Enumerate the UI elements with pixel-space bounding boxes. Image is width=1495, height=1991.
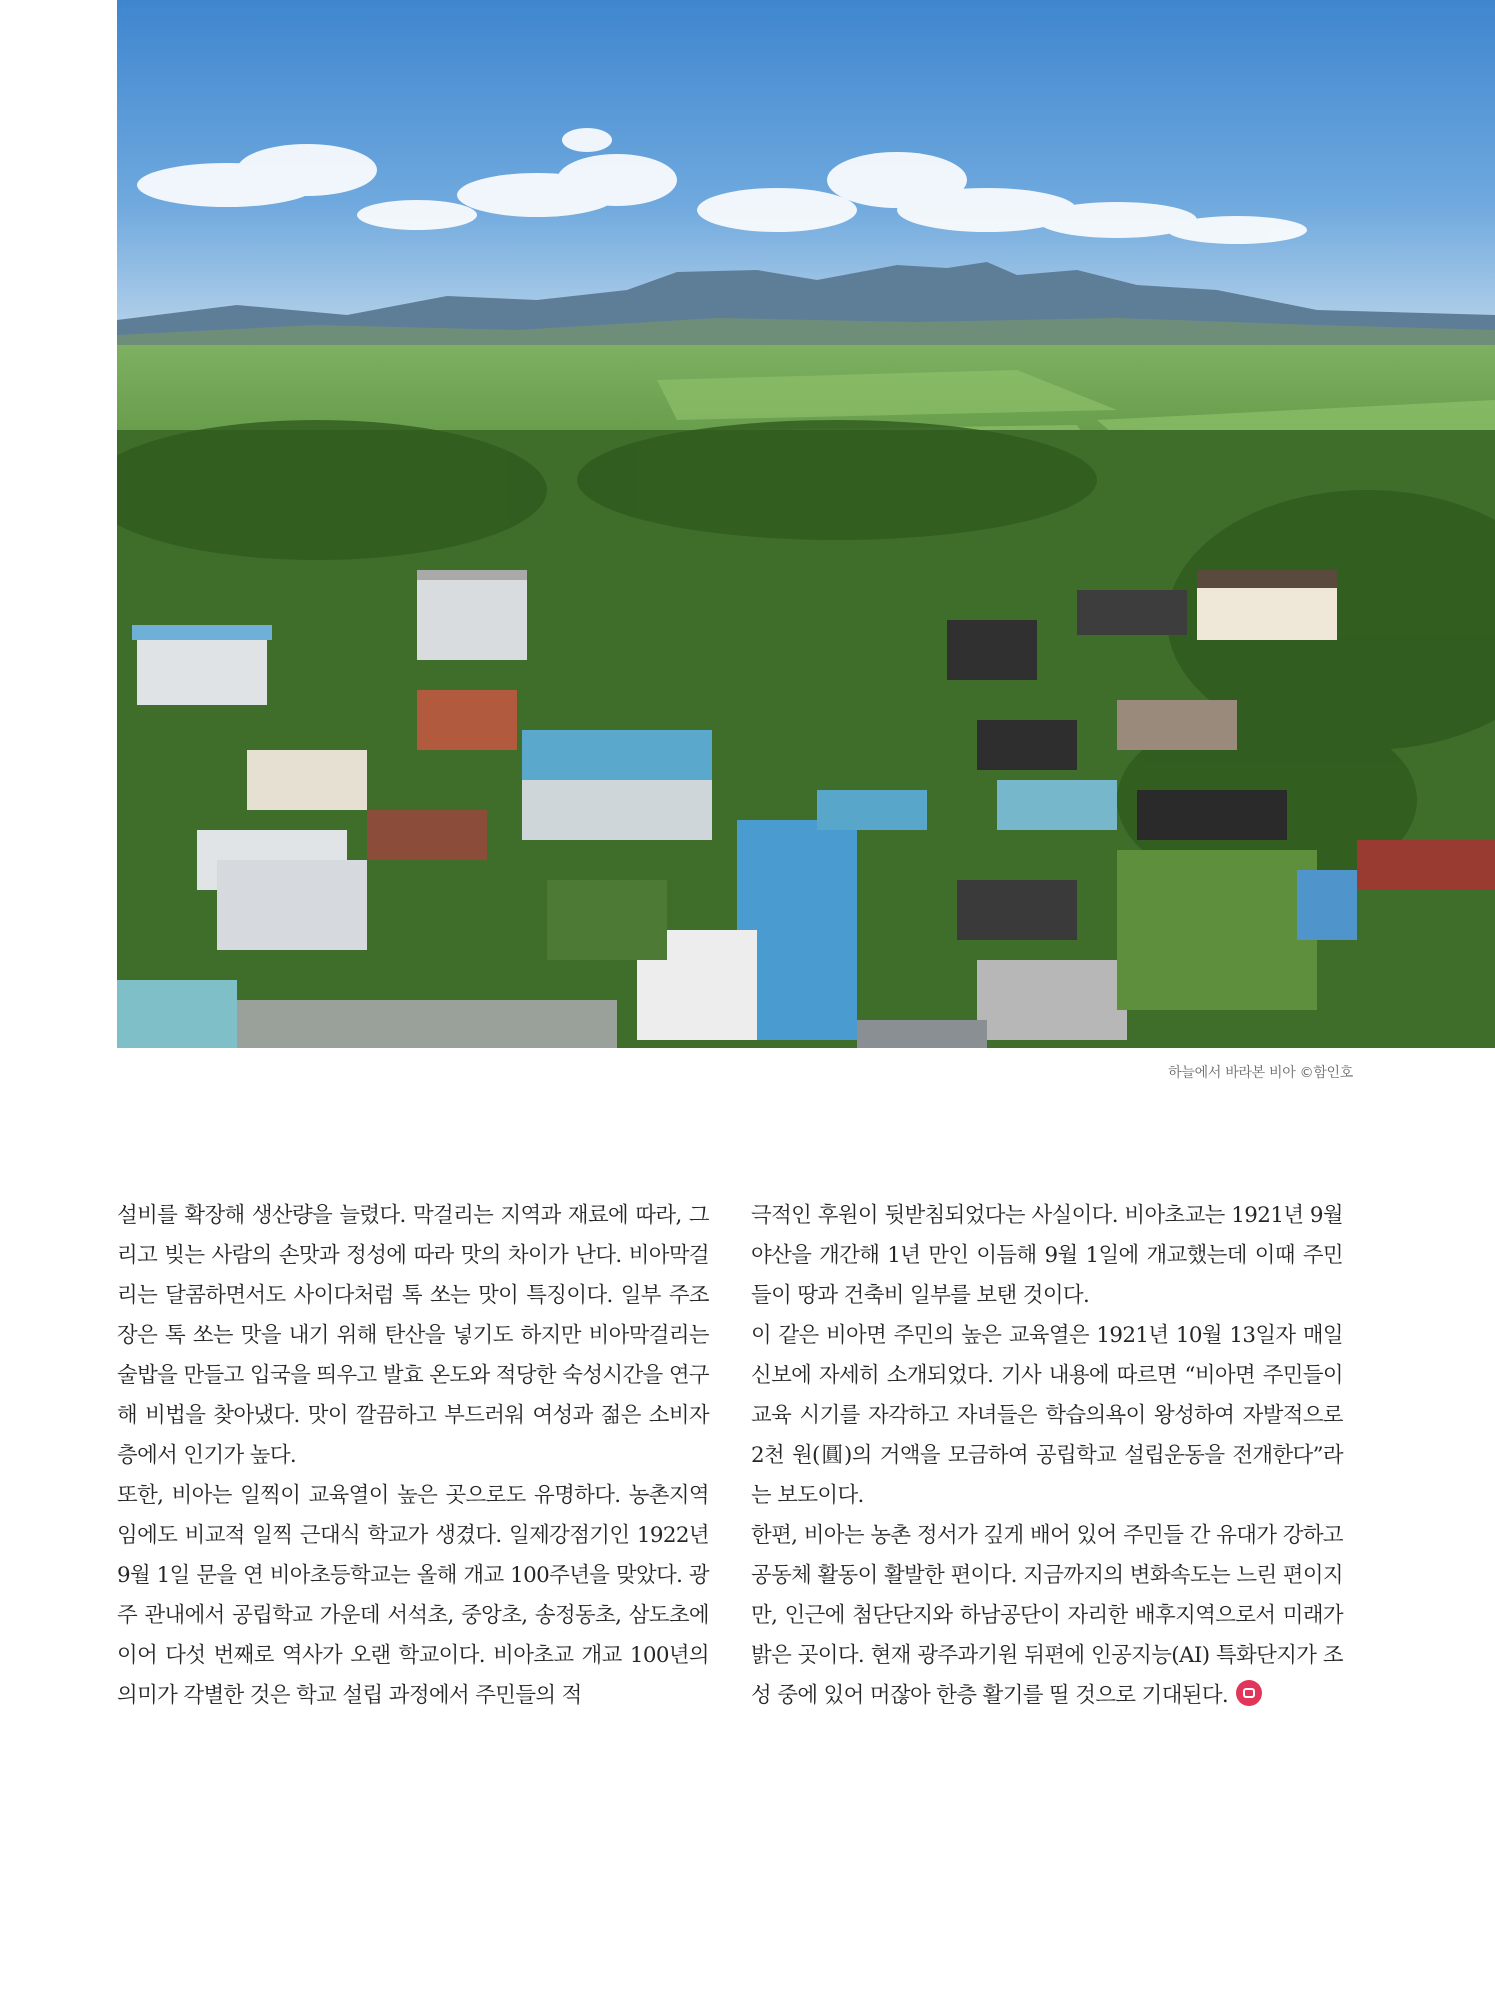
- article-right-column: [751, 1196, 1343, 1716]
- paragraph-text: 한편, 비아는 농촌 정서가 깊게 배어 있어 주민들 간 유대가 강하고 공동체 활동이 활발한 편이다. 지금까지의 변화속도는 느린 편이지만, 인근에 첨단단지와 하남공단이 자리한 배후지역으로서 미래가 밝은 곳이다. 현재 광주과기원 뒤편에 인공지능(AI) 특화단지가 조성 중에 있어 머잖아 한층 활기를 띨 것으로 기대된다.: [751, 1523, 1343, 1708]
- aerial-village-photo: [117, 0, 1495, 1048]
- paragraph: 극적인 후원이 뒷받침되었다는 사실이다. 비아초교는 1921년 9월 야산을 개간해 1년 만인 이듬해 9월 1일에 개교했는데 이때 주민들이 땅과 건축비 일부를 보탠 것이다.: [751, 1203, 1343, 1308]
- paragraph-last: [751, 1516, 1343, 1716]
- paragraph: 설비를 확장해 생산량을 늘렸다. 막걸리는 지역과 재료에 따라, 그리고 빚는 사람의 손맛과 정성에 따라 맛의 차이가 난다. 비아막걸리는 달콤하면서도 사이다처럼 톡 쏘는 맛이 특징이다. 일부 주조장은 톡 쏘는 맛을 내기 위해 탄산을 넣기도 하지만 비아막걸리는 술밥을 만들고 입국을 띄우고 발효 온도와 적당한 숙성시간을 연구해 비법을 찾아냈다. 맛이 깔끔하고 부드러워 여성과 젊은 소비자층에서 인기가 높다.: [117, 1203, 709, 1468]
- photo-caption: 하늘에서 바라본 비아 ©함인호: [1168, 1065, 1353, 1081]
- article-left-column: [117, 1196, 709, 1716]
- article-end-mark-icon: [1236, 1680, 1262, 1706]
- paragraph: 이 같은 비아면 주민의 높은 교육열은 1921년 10월 13일자 매일신보에 자세히 소개되었다. 기사 내용에 따르면 “비아면 주민들이 교육 시기를 자각하고 자녀들은 학습의욕이 왕성하여 자발적으로 2천 원(圓)의 거액을 모금하여 공립학교 설립운동을 전개한다”라는 보도이다.: [751, 1323, 1343, 1508]
- paragraph: 또한, 비아는 일찍이 교육열이 높은 곳으로도 유명하다. 농촌지역임에도 비교적 일찍 근대식 학교가 생겼다. 일제강점기인 1922년 9월 1일 문을 연 비아초등학교는 올해 개교 100주년을 맞았다. 광주 관내에서 공립학교 가운데 서석초, 중앙초, 송정동초, 삼도초에 이어 다섯 번째로 역사가 오랜 학교이다. 비아초교 개교 100년의 의미가 각별한 것은 학교 설립 과정에서 주민들의 적: [117, 1483, 709, 1708]
